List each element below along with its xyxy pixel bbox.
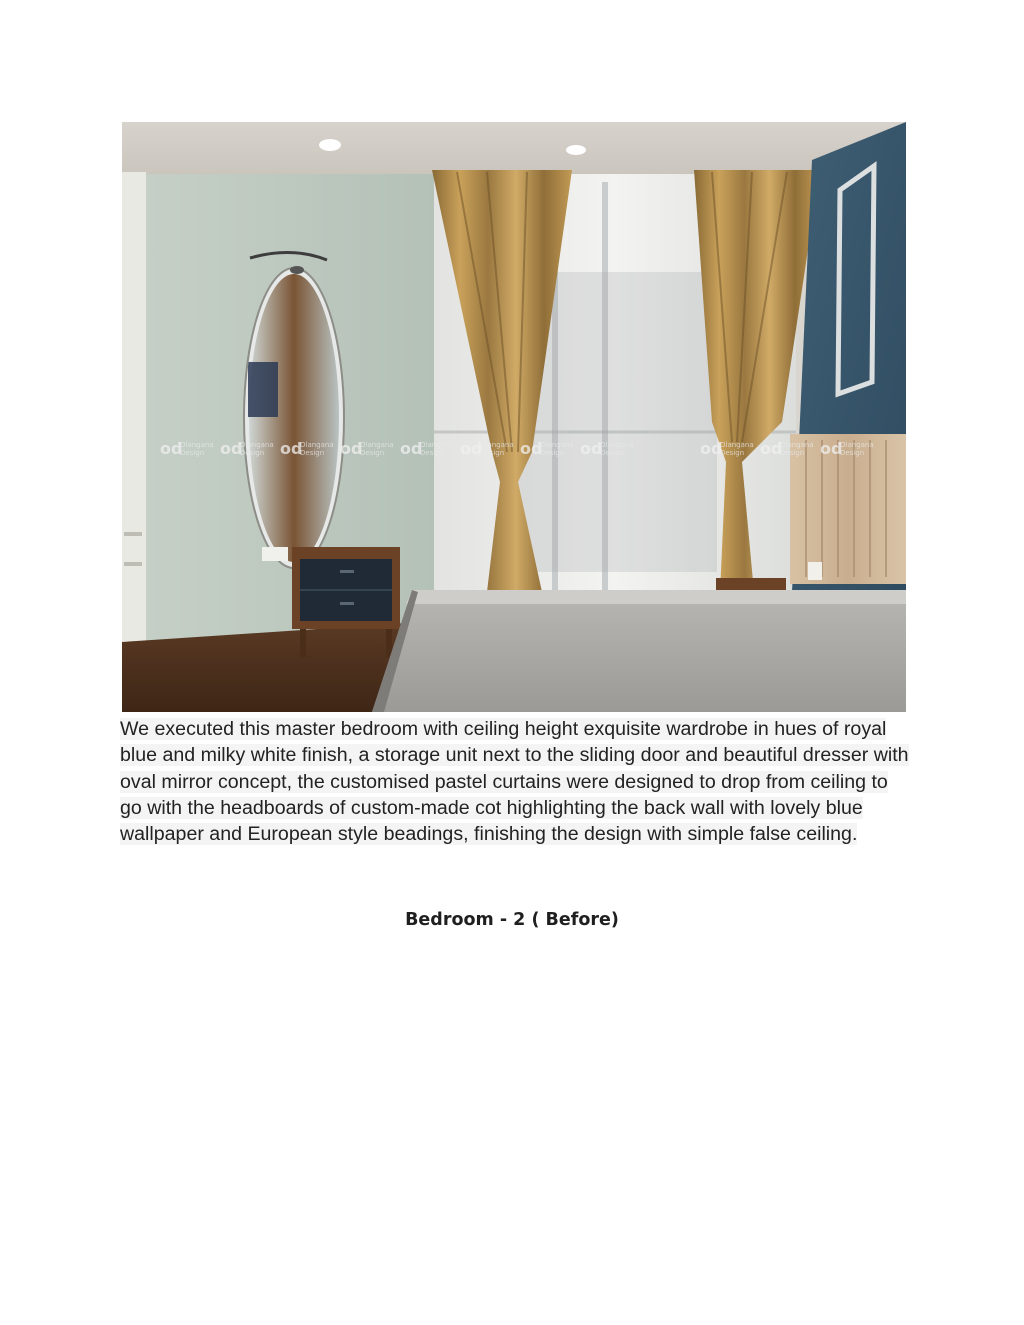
svg-text:od: od: [700, 439, 723, 458]
bedroom-photo-illustration: [122, 122, 906, 712]
svg-text:Olangana: Olangana: [600, 441, 634, 449]
svg-text:od: od: [400, 439, 423, 458]
svg-text:Design: Design: [480, 449, 505, 457]
svg-text:od: od: [220, 439, 243, 458]
svg-text:od: od: [580, 439, 603, 458]
svg-text:Design: Design: [840, 449, 865, 457]
bedroom-photo: [122, 122, 906, 712]
svg-text:Olangana: Olangana: [300, 441, 334, 449]
svg-text:Design: Design: [600, 449, 625, 457]
svg-text:Olangana: Olangana: [240, 441, 274, 449]
svg-text:Olangana: Olangana: [180, 441, 214, 449]
svg-text:Olangana: Olangana: [540, 441, 574, 449]
svg-text:od: od: [340, 439, 363, 458]
svg-text:Design: Design: [180, 449, 205, 457]
svg-text:Design: Design: [240, 449, 265, 457]
svg-text:Olangana: Olangana: [780, 441, 814, 449]
svg-text:od: od: [520, 439, 543, 458]
svg-text:od: od: [460, 439, 483, 458]
svg-text:od: od: [760, 439, 783, 458]
svg-text:od: od: [160, 439, 183, 458]
svg-text:Design: Design: [720, 449, 745, 457]
svg-text:Olangana: Olangana: [720, 441, 754, 449]
svg-text:Olangana: Olangana: [360, 441, 394, 449]
svg-text:Olangana: Olangana: [420, 441, 454, 449]
svg-text:Design: Design: [360, 449, 385, 457]
photo-caption: [120, 716, 910, 847]
svg-text:Olangana: Olangana: [840, 441, 874, 449]
svg-text:od: od: [280, 439, 303, 458]
svg-text:od: od: [820, 439, 843, 458]
svg-text:Design: Design: [780, 449, 805, 457]
svg-text:Design: Design: [420, 449, 445, 457]
svg-text:Design: Design: [300, 449, 325, 457]
svg-text:Olangana: Olangana: [480, 441, 514, 449]
caption-text: We executed this master bedroom with ceiling height exquisite wardrobe in hues of royal blue and milky white finish, a storage unit next to the sliding door and beautiful dresser with oval mirror concept, the customised pastel curtains were designed to drop from ceiling to go with the headboards of custom-made cot highlighting the back wall with lovely blue wallpaper and European style beadings, finishing the design with simple false ceiling.: [120, 718, 909, 846]
svg-text:Design: Design: [540, 449, 565, 457]
section-heading: Bedroom - 2 ( Before): [405, 910, 619, 930]
